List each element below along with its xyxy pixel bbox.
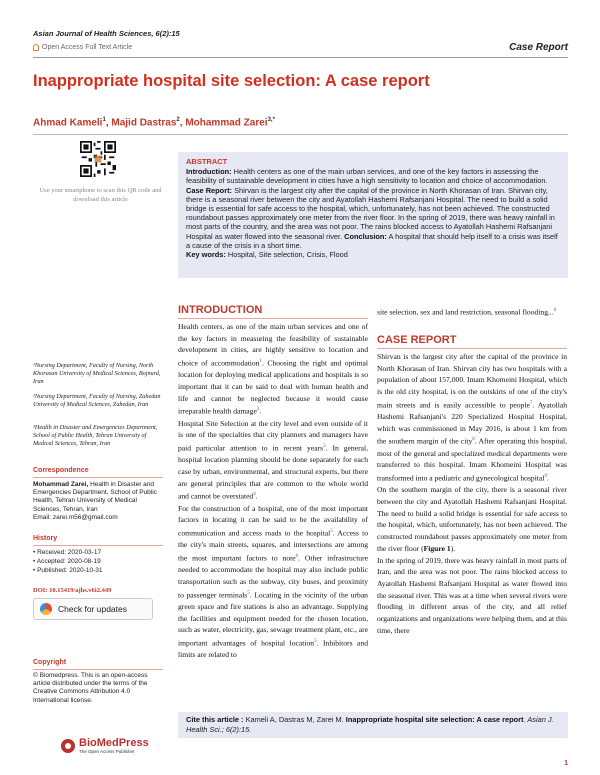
abstract-conclusion-text: A hospital that should help itself to a crisis was itself a cause of the crisis in a short time. xyxy=(186,231,558,250)
publisher-name: BioMedPress xyxy=(79,737,149,749)
history-received: • Received: 2020-03-17 xyxy=(33,549,102,556)
abstract-body xyxy=(186,167,560,259)
publisher-logo xyxy=(60,738,149,754)
correspondence-text xyxy=(33,481,163,522)
affiliation-2: ²Nursing Department, Faculty of Nursing, Zahedan University of Medical Sciences, Zahedan, Iran xyxy=(33,393,161,408)
case-paragraph: On the southern margin of the city, there is a seasonal river between the city and Ayatollah Hashemi Rafsanjani Hospital. The need to build a solid bridge is essential for safe access to the hospital, which, unfortunately, has not been achieved. The constructed roundabout passes approximately one meter from the river floor (Figure 1). xyxy=(377,485,567,553)
abstract-heading: ABSTRACT xyxy=(186,157,228,166)
correspondence-divider xyxy=(33,477,163,478)
author-name[interactable]: Mohammad Zarei xyxy=(185,117,268,129)
biomedpress-logo-icon xyxy=(60,738,76,754)
page-number: 1 xyxy=(564,760,568,767)
author-affiliation-mark: 3,* xyxy=(267,117,275,123)
author-name[interactable]: Ahmad Kameli xyxy=(33,117,103,129)
case-paragraph: In the spring of 2019, there was heavy rainfall in most parts of Iran, and the area was not poor. The rains blocked access to Ayatollah Hashemi Rafsanjani Hospital as water flowed into the seasonal river. This was at a time when several rivers were flooding in different areas of the city, and all relief organizations and organizations were helping them, and at this time, there xyxy=(377,555,567,635)
introduction-heading: INTRODUCTION xyxy=(178,304,263,316)
history-divider xyxy=(33,545,163,546)
copyright-text: © Biomedpress. This is an open-access article distributed under the terms of the Creative Commons Attribution 4.0 International license. xyxy=(33,672,148,704)
qr-caption: Use your smartphone to scan this QR code and download this article xyxy=(39,187,162,203)
citation-box xyxy=(178,712,568,738)
figure-link[interactable]: Figure 1 xyxy=(423,543,451,553)
affiliation-3: ³Health in Disaster and Emergencies Department, School of Public Health, Tehran University of Medical Sciences, Tehran, Iran xyxy=(33,424,158,447)
author-affiliation-mark: 1 xyxy=(102,117,106,123)
case-report-body xyxy=(377,351,567,636)
check-for-updates-button[interactable] xyxy=(33,598,153,620)
citation-ref[interactable]: 5 xyxy=(314,639,317,644)
cite-authors: Kameli A, Dastras M, Zarei M. xyxy=(245,715,344,724)
continuation-text: site selection, sex and land restriction, seasonal flooding...$^6$ xyxy=(377,307,557,317)
abstract-case-label: Case Report: xyxy=(186,185,232,195)
history-list xyxy=(33,548,103,575)
citation-ref[interactable]: 7 xyxy=(529,400,533,406)
introduction-body xyxy=(178,321,368,661)
cite-label: Cite this article : xyxy=(186,715,244,724)
correspondence-address: Health in Disaster and Emergencies Department, School of Public Health, Tehran University of Medical Sciences, Tehran, Iran xyxy=(33,481,157,513)
open-access-line xyxy=(33,44,132,51)
check-updates-label: Check for updates xyxy=(58,604,127,614)
citation-ref[interactable]: 8 xyxy=(472,437,475,443)
affiliation-1: ¹Nursing Department, Faculty of Nursing, North Khorasan University of Medical Sciences, Bojnurd, Iran xyxy=(33,362,161,385)
cite-journal: . Asian J. Health Sci.; 6(2):15. xyxy=(186,715,554,734)
author-name[interactable]: Majid Dastras xyxy=(111,117,177,129)
copyright-divider xyxy=(33,669,163,670)
history-accepted: • Accepted: 2020-08-19 xyxy=(33,558,101,565)
correspondence-heading: Correspondence xyxy=(33,467,89,474)
cite-title: Inappropriate hospital site selection: A case report xyxy=(345,715,524,724)
abstract-intro-text: Health centers as one of the main urban services, and one of the key factors in assessing the feasibility of sustainable development in cities have a high sensitivity to location and choice of accommodation. xyxy=(186,167,548,186)
citation-ref[interactable]: 2 xyxy=(256,407,260,413)
citation-ref[interactable]: 4 xyxy=(253,492,256,498)
introduction-divider xyxy=(178,318,368,319)
open-access-lock-icon xyxy=(33,44,39,51)
intro-paragraph: For the construction of a hospital, one of the most important factors in locating it can be said to be the availability of communication and access roads to the hospital$^5$. Access to the city's main streets, squares, and intersections are among the most important factors to note$^6$. Other infrastructure needed to accommodate the hospital may also include public transportation such as the subway, city buses, and proximity to passenger terminals$^5$. Locating in the vicinity of the urban green space and fire stations is also an advantage. Supplying the facilities and equipment needed for the chosen location, such as water, electricity, gas, sewage treatment plant, etc., are important advantages of hospital location$^5$. Inhibitors and limits are related to xyxy=(178,503,368,660)
abstract-box xyxy=(178,152,568,278)
copyright-heading: Copyright xyxy=(33,659,67,666)
case-report-divider xyxy=(377,348,567,349)
author-affiliation-mark: 2 xyxy=(176,117,180,123)
doi-link[interactable]: DOI: 10.15419/ajhs.v6i2.449 xyxy=(33,587,112,594)
correspondence-name: Mohammad Zarei, xyxy=(33,481,89,488)
citation-ref[interactable]: 9 xyxy=(544,474,547,480)
citation-ref[interactable]: 1 xyxy=(259,359,263,365)
article-type: Case Report xyxy=(509,42,568,53)
author-list: Ahmad Kameli$^1$, Majid Dastras$^2$, Mohammad Zarei$^{3,*}$ xyxy=(33,117,275,129)
keywords-label: Key words: xyxy=(186,250,226,260)
citation-ref[interactable]: 5 xyxy=(247,590,250,596)
intro-paragraph: Health centers, as one of the main urban services and one of the key factors in measuring the feasibility of sustainable development in cities, are highly sensitive to location and choice of accommodation$^1$. Choosing the right and optimal location for deploying medical applications and hospitals is so important that it can be said to deal with human health and life and cannot be neglected because it would cause irreparable health damage$^2$. xyxy=(178,322,368,416)
title-divider xyxy=(33,134,568,135)
citation-ref[interactable]: 3 xyxy=(323,444,326,450)
keywords-text: Hospital, Site selection, Crisis, Flood xyxy=(227,250,348,260)
header-divider xyxy=(33,57,568,58)
intro-paragraph: Hospital Site Selection at the city level and even outside of it is one of the specialties that city planners and managers have paid particular attention to in recent years$^3$. In general, hospital location planning should be done separately for each case by urban, environmental, and structural experts, but there are general principles that are common to the whole world and cannot be overstated$^4$. xyxy=(178,418,369,501)
abstract-intro-label: Introduction: xyxy=(186,167,232,177)
article-title: Inappropriate hospital site selection: A case report xyxy=(33,72,430,90)
crossmark-icon xyxy=(40,603,52,615)
history-published: • Published: 2020-10-31 xyxy=(33,567,103,574)
correspondence-email[interactable]: Email: zarei.m56@gmail.com xyxy=(33,513,118,521)
citation-ref[interactable]: 5 xyxy=(330,529,333,535)
case-paragraph: Shirvan is the largest city after the capital of the province in North Khorasan of Iran. Shirvan city has two hospitals with a population of about 157,000. Imam Khomeini Hospital, which is the old city hospital, is on the outskirts of one of the city's main streets and is easily accessible to people$^7$. Ayatollah Hashemi Rafsanjani's 220 Specialized Hospital Hospital, which was commissioned in May 2016, is about 1 km from the southern margin of the city$^8$. After operating this hospital, most of the general and specialized medical departments were transferred to this hospital. Imam Khomeini Hospital was transformed into a pediatric and gynecological hospital$^9$. xyxy=(377,352,568,483)
citation-ref[interactable]: 6 xyxy=(295,554,299,560)
abstract-case-text: Shirvan is the largest city after the capital of the province in North Khorasan of Iran. Shirvan city, there is a seasonal river between the city and Ayatollah Hashemi Rafsanjani Hospital. The need to build a solid bridge is essential for safe access to the hospital, which, unfortunately, has not been achieved. The constructed roundabout passes approximately one meter from the river floor. In the spring of 2019, there was heavy rainfall in most parts of the country, and the area was not poor. The rains blocked access to Ayatollah Hashemi Rafsanjani Hospital as water flowed into the seasonal river. xyxy=(186,185,555,241)
abstract-conclusion-label: Conclusion: xyxy=(344,231,387,241)
publisher-tagline: The Open Access Publisher xyxy=(79,749,135,754)
journal-name: Asian Journal of Health Sciences, 6(2):15 xyxy=(33,29,180,38)
case-report-heading: CASE REPORT xyxy=(377,334,457,346)
history-heading: History xyxy=(33,535,58,542)
qr-code-icon[interactable] xyxy=(80,141,116,177)
citation-ref[interactable]: 6 xyxy=(553,308,557,313)
open-access-label: Open Access Full Text Article xyxy=(42,44,133,51)
